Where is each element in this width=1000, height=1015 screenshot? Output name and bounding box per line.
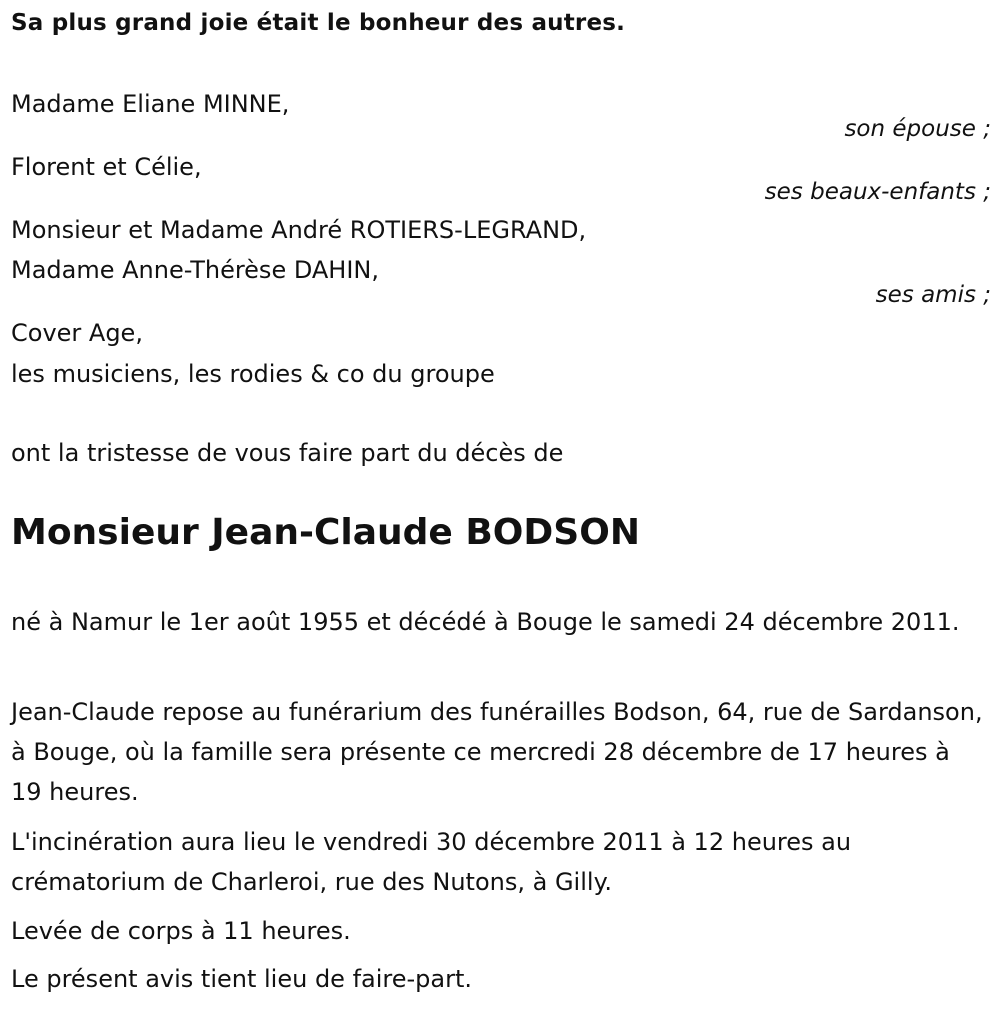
family-name-line: Cover Age, (11, 319, 143, 347)
notice-paragraph: Le présent avis tient lieu de faire-part. (11, 965, 473, 993)
announcement-text: ont la tristesse de vous faire part du décès de (11, 439, 564, 467)
family-name-line: Florent et Célie, (11, 153, 202, 181)
family-role: son épouse ; (844, 116, 991, 142)
family-name-line: Monsieur et Madame André ROTIERS-LEGRAND, (11, 216, 587, 244)
cremation-paragraph: L'incinération aura lieu le vendredi 30 décembre 2011 à 12 heures au crématorium de Charleroi, rue des Nutons, à Gilly. (11, 828, 852, 896)
funerarium-paragraph: Jean-Claude repose au funérarium des funérailles Bodson, 64, rue de Sardanson, à Bouge, où la famille sera présente ce mercredi 28 décembre de 17 heures à 19 heures. (11, 698, 983, 806)
body-removal-paragraph: Levée de corps à 11 heures. (11, 917, 351, 945)
family-name-line: les musiciens, les rodies & co du groupe (11, 360, 495, 388)
deceased-name: Monsieur Jean-Claude BODSON (11, 512, 640, 553)
family-name-line: Madame Anne-Thérèse DAHIN, (11, 256, 380, 284)
family-role: ses amis ; (875, 282, 991, 308)
family-name-line: Madame Eliane MINNE, (11, 90, 290, 118)
family-role: ses beaux-enfants ; (764, 179, 991, 205)
birth-death-paragraph: né à Namur le 1er août 1955 et décédé à Bouge le samedi 24 décembre 2011. (11, 608, 960, 636)
epigraph-quote: Sa plus grand joie était le bonheur des autres. (11, 10, 626, 36)
